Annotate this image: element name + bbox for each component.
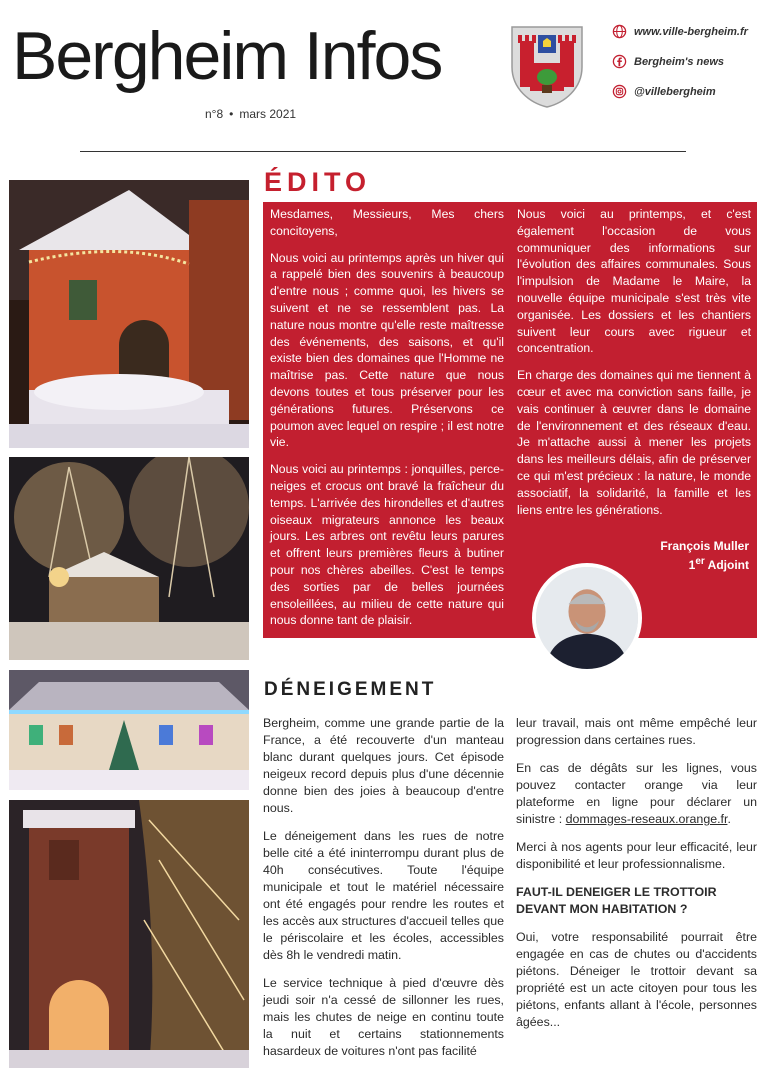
author-portrait (532, 563, 642, 673)
article-paragraph: Oui, votre responsabilité pourrait être engagée en cas de chutes ou d'accidents piétons. Déneiger le trottoir devant sa propriété est un acte citoyen pour tous les piétons, enfants allant à l'école, personnes âgées... (516, 930, 757, 1029)
edito-signature (660, 538, 749, 573)
separator-dot: • (229, 107, 234, 121)
edito-box (263, 202, 757, 638)
deneigement-right-column (516, 715, 757, 1042)
facebook-contact[interactable] (612, 54, 724, 69)
article-paragraph: leur travail, mais ont même empêché leur progression dans certaines rues. (516, 716, 757, 747)
photo-tower-gate-snow (9, 800, 249, 1068)
issue-info (205, 107, 296, 121)
facebook-icon (612, 54, 627, 69)
signature-role-number: 1 (688, 558, 696, 572)
edito-left-column (270, 206, 504, 639)
edito-paragraph: En charge des domaines qui me tiennent à cœur et avec ma conviction sans faille, je vais continuer à œuvrer dans le domaine de l'environnement et des réseaux d'eau. Je m'attache aussi à mener les projets dans les meilleurs délais, afin de préserver ce qui m'est précieux : la nature, le monde associatif, la solidarité, la famille et les liens entre les générations. (517, 368, 751, 517)
article-paragraph: Merci à nos agents pour leur efficacité, leur disponibilité et leur professionnalisme. (516, 840, 757, 871)
sidewalk-subheading: FAUT-IL DENEIGER LE TROTTOIR DEVANT MON HABITATION ? (516, 885, 717, 916)
edito-right-column (517, 206, 751, 528)
instagram-contact[interactable] (612, 84, 716, 99)
signature-role (660, 554, 749, 573)
issue-number: n°8 (205, 107, 224, 121)
website-link[interactable]: www.ville-bergheim.fr (634, 25, 748, 38)
facebook-link[interactable]: Bergheim's news (634, 55, 725, 68)
article-text: . (727, 812, 731, 826)
photo-snowy-trees-night (9, 457, 249, 660)
edito-heading: ÉDITO (264, 167, 372, 197)
deneigement-left-column (263, 715, 504, 1071)
coat-of-arms-logo (508, 23, 586, 109)
photo-snowy-fountain (9, 180, 249, 448)
article-paragraph (516, 760, 757, 828)
article-paragraph: Le service technique à pied d'œuvre dès jeudi soir n'a cessé de sillonner les rues, mais les chutes de neige en continu toute la nuit et certains stationnements hasardeux de voitures n'ont pas facilité (263, 976, 504, 1058)
header-divider (80, 151, 686, 152)
article-paragraph: Bergheim, comme une grande partie de la France, a été recouverte d'un manteau blanc durant quelques jours. Cet épisode neigeux record depuis plus d'une décennie donne bien des joies à beaucoup d'entre nous. (263, 716, 504, 815)
signature-role-superscript: er (695, 556, 705, 567)
photo-town-hall-lights (9, 670, 249, 790)
edito-paragraph: Nous voici au printemps après un hiver qui a rappelé bien des souvenirs à beaucoup d'entre nous ; comme quoi, les hivers se suivent et ne se ressemblent pas. La nature nous montre qu'elle reste maîtresse des événements, des saisons, et qu'il existe bien des domaines que l'Homme ne maîtrise pas. Cette nature que nous devons toutes et tous préserver pour les générations futures. Préservons ce poumon avec lequel on respire ; il est notre vie. (270, 250, 504, 450)
instagram-link[interactable]: @villebergheim (634, 85, 716, 98)
signature-name: François Muller (660, 539, 749, 553)
globe-icon (612, 24, 627, 39)
edito-greeting: Mesdames, Messieurs, Mes chers concitoyens, (270, 207, 504, 238)
newsletter-title: Bergheim Infos (12, 18, 442, 94)
article-paragraph: Le déneigement dans les rues de notre belle cité a été ininterrompu durant plus de 40h consécutives. Toute l'équipe municipale et tout le matériel nécessaire ont été engagés pour rendre les routes et les accès aux structures d'accueil telles que le périscolaire et les écoles, accessibles dès 8h le vendredi matin. (263, 829, 504, 962)
instagram-icon (612, 84, 627, 99)
signature-role-title: Adjoint (704, 558, 749, 572)
edito-paragraph: Nous voici au printemps : jonquilles, perce-neiges et crocus ont bravé la fraîcheur du temps. L'arrivée des hirondelles et d'autres oiseaux migrateurs annonce les beaux jours. Les arbres ont revêtu leurs parures et offrent leurs premières fleurs à butiner pour nos chères abeilles. C'est le temps des sorties par de belles journées ensoleillées, au milieu de cette nature qui nous donne tant de plaisir. (270, 462, 504, 628)
issue-date: mars 2021 (239, 107, 297, 121)
orange-claims-link[interactable]: dommages-reseaux.orange.fr (565, 812, 728, 826)
article-text: En cas de dégâts sur les lignes, vous pouvez contacter orange via leur plateforme en ligne pour déclarer un sinistre : (516, 761, 757, 826)
website-contact[interactable] (612, 24, 748, 39)
deneigement-heading: DÉNEIGEMENT (264, 679, 437, 700)
edito-paragraph: Nous voici au printemps, et c'est également l'occasion de vous communiquer des informations sur l'évolution des affaires communales. Sous l'impulsion de Madame le Maire, la nouvelle équipe municipale s'est très vite organisée. Les dossiers et les chantiers suivent leur cours avec rigueur et concentration. (517, 207, 751, 356)
